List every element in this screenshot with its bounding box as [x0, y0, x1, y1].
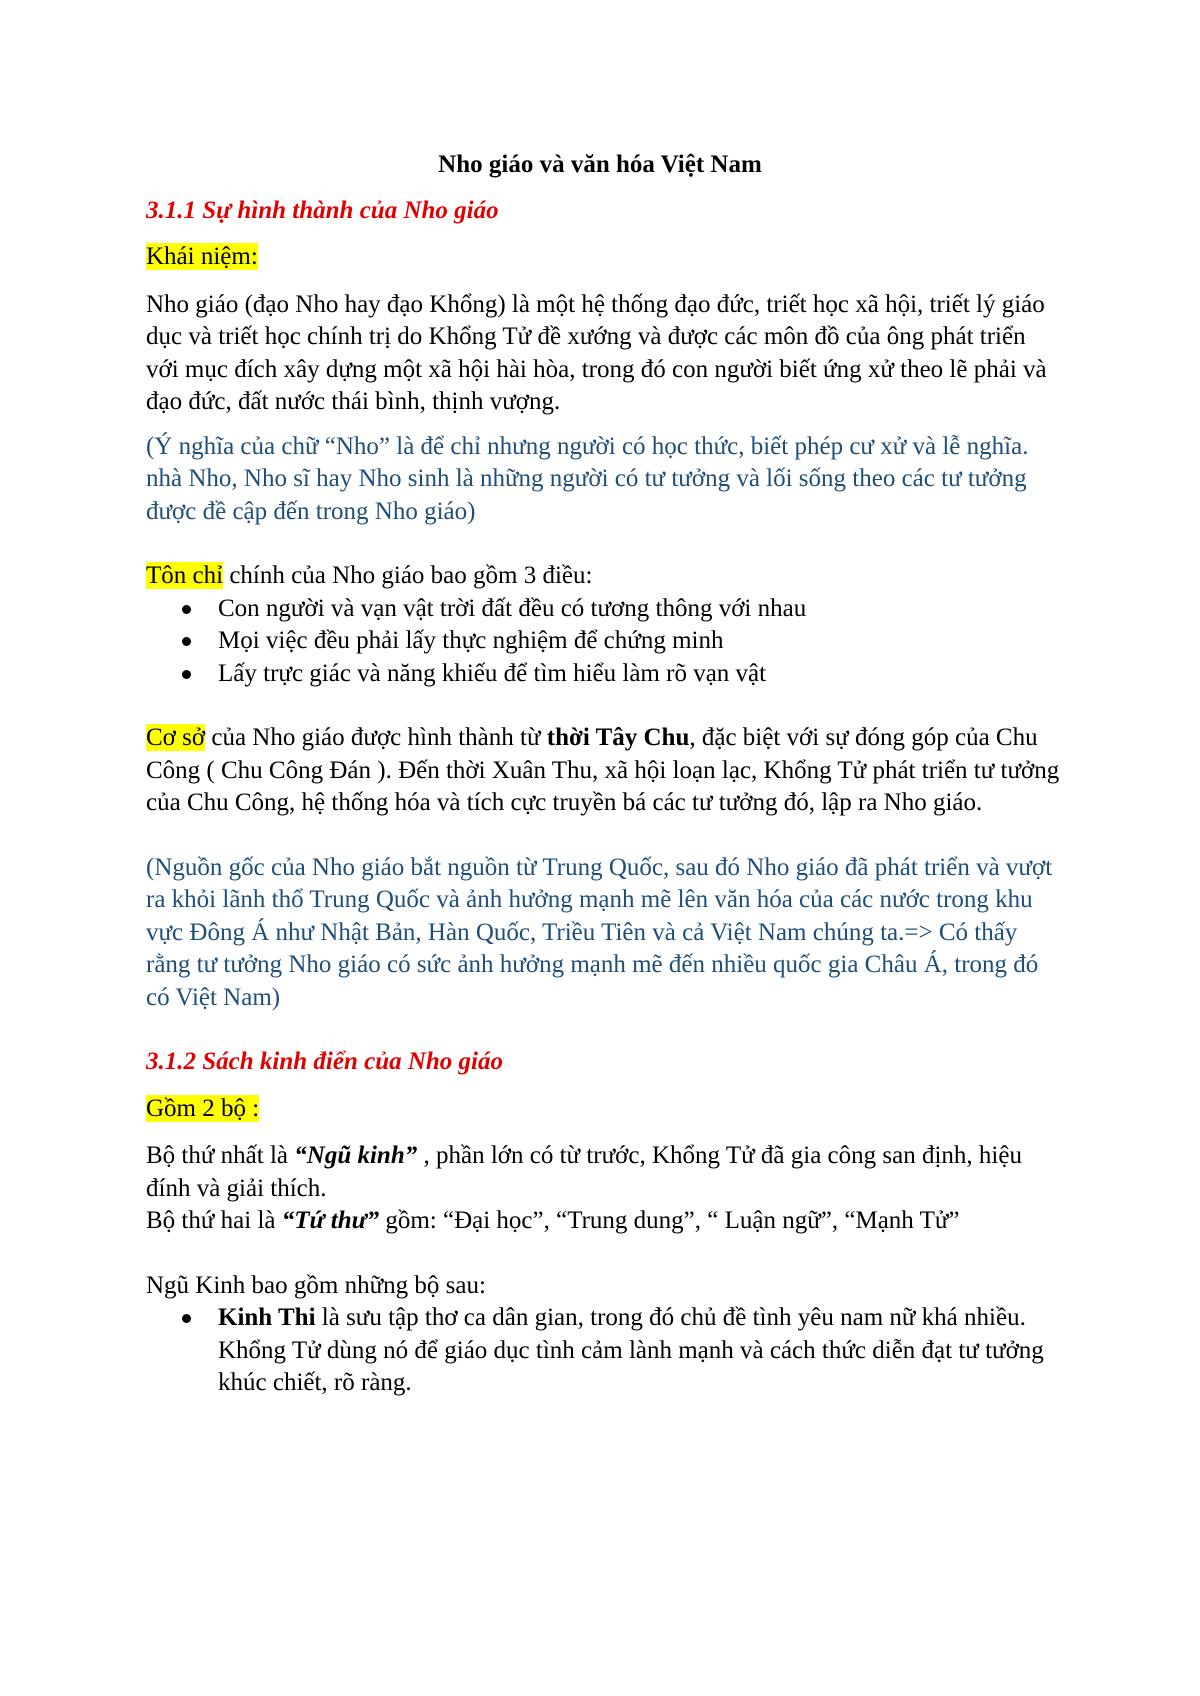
list-item: Mọi việc đều phải lấy thực nghiệm để chứng minh [218, 625, 1060, 658]
book1-text-b: , phần lớn có từ trước, Khổng Tử đã gia công san định, hiệu đính và giải thích. [146, 1142, 1022, 1202]
basis-paragraph [146, 722, 1060, 820]
book1-title: “Ngũ kinh” [294, 1142, 418, 1169]
basis-bold: thời Tây Chu [546, 724, 690, 751]
sets-label-line [146, 1093, 1060, 1126]
basis-text-b: , đặc biệt với sự đóng góp của Chu Công ( Chu Công Đán ). Đến thời Xuân Thu, xã hội loạn lạc, Khổng Tử phát triển tư tưởng của Chu Công, hệ thống hóa và tích cực truyền bá các tư tưởng đó, lập ra Nho giáo. [146, 724, 1060, 816]
list-item [218, 1302, 1060, 1400]
basis-label: Cơ sở [146, 724, 206, 751]
classic-name: Kinh Thi [218, 1304, 316, 1331]
section-heading-3-1-2: 3.1.2 Sách kinh điển của Nho giáo [146, 1048, 504, 1075]
section-heading-3-1-1: 3.1.1 Sự hình thành của Nho giáo [146, 196, 499, 224]
document-title: Nho giáo và văn hóa Việt Nam [438, 151, 762, 178]
concept-label: Khái niệm: [146, 243, 258, 270]
basis-text-a: của Nho giáo được hình thành từ [205, 724, 547, 751]
concept-paragraph: Nho giáo (đạo Nho hay đạo Khổng) là một hệ thống đạo đức, triết học xã hội, triết lý giáo dục và triết học chính trị do Khổng Tử đề xướng và được các môn đồ của ông phát triển với mục đích xây dựng một xã hội hài hòa, trong đó con người biết ứng xử theo lẽ phải và đạo đức, đất nước thái bình, thịnh vượng. [146, 290, 1047, 415]
principle-intro-line [146, 560, 1060, 593]
book2-text-b: gồm: “Đại học”, “Trung dung”, “ Luận ngữ”, “Mạnh Tử” [379, 1207, 960, 1234]
list-item: Con người và vạn vật trời đất đều có tương thông với nhau [218, 593, 1060, 626]
classic-desc: là sưu tập thơ ca dân gian, trong đó chủ đề tình yêu nam nữ khá nhiều. Khổng Tử dùng nó để giáo dục tình cảm lành mạnh và cách thức diễn đạt tư tưởng khúc chiết, rõ ràng. [218, 1304, 1044, 1396]
five-classics-list [146, 1302, 1060, 1400]
book1-line [146, 1140, 1060, 1205]
book2-line [146, 1205, 1060, 1238]
five-classics-intro: Ngũ Kinh bao gồm những bộ sau: [146, 1271, 486, 1299]
concept-label-line [146, 241, 1060, 274]
sets-label: Gồm 2 bộ : [146, 1094, 260, 1122]
book2-text-a: Bộ thứ hai là [146, 1207, 282, 1234]
origin-note: (Nguồn gốc của Nho giáo bắt nguồn từ Trung Quốc, sau đó Nho giáo đã phát triển và vượt ra khỏi lãnh thổ Trung Quốc và ảnh hưởng mạnh mẽ lên văn hóa của các nước trong khu vực Đông Á như Nhật Bản, Hàn Quốc, Triều Tiên và cả Việt Nam chúng ta.=> Có thấy rằng tư tưởng Nho giáo có sức ảnh hưởng mạnh mẽ đến nhiều quốc gia Châu Á, trong đó có Việt Nam) [146, 853, 1053, 1011]
book1-text-a: Bộ thứ nhất là [146, 1142, 295, 1169]
principle-intro: chính của Nho giáo bao gồm 3 điều: [223, 562, 593, 589]
book2-title: “Tứ thư” [281, 1207, 380, 1234]
principle-label: Tôn chỉ [146, 562, 224, 589]
list-item: Lấy trực giác và năng khiếu để tìm hiểu làm rõ vạn vật [218, 658, 1060, 691]
principle-list [146, 593, 1060, 691]
meaning-note: (Ý nghĩa của chữ “Nho” là để chỉ nhưng người có học thức, biết phép cư xử và lễ nghĩa. nhà Nho, Nho sĩ hay Nho sinh là những người có tư tưởng và lối sống theo các tư tưởng được đề cập đến trong Nho giáo) [146, 432, 1029, 525]
